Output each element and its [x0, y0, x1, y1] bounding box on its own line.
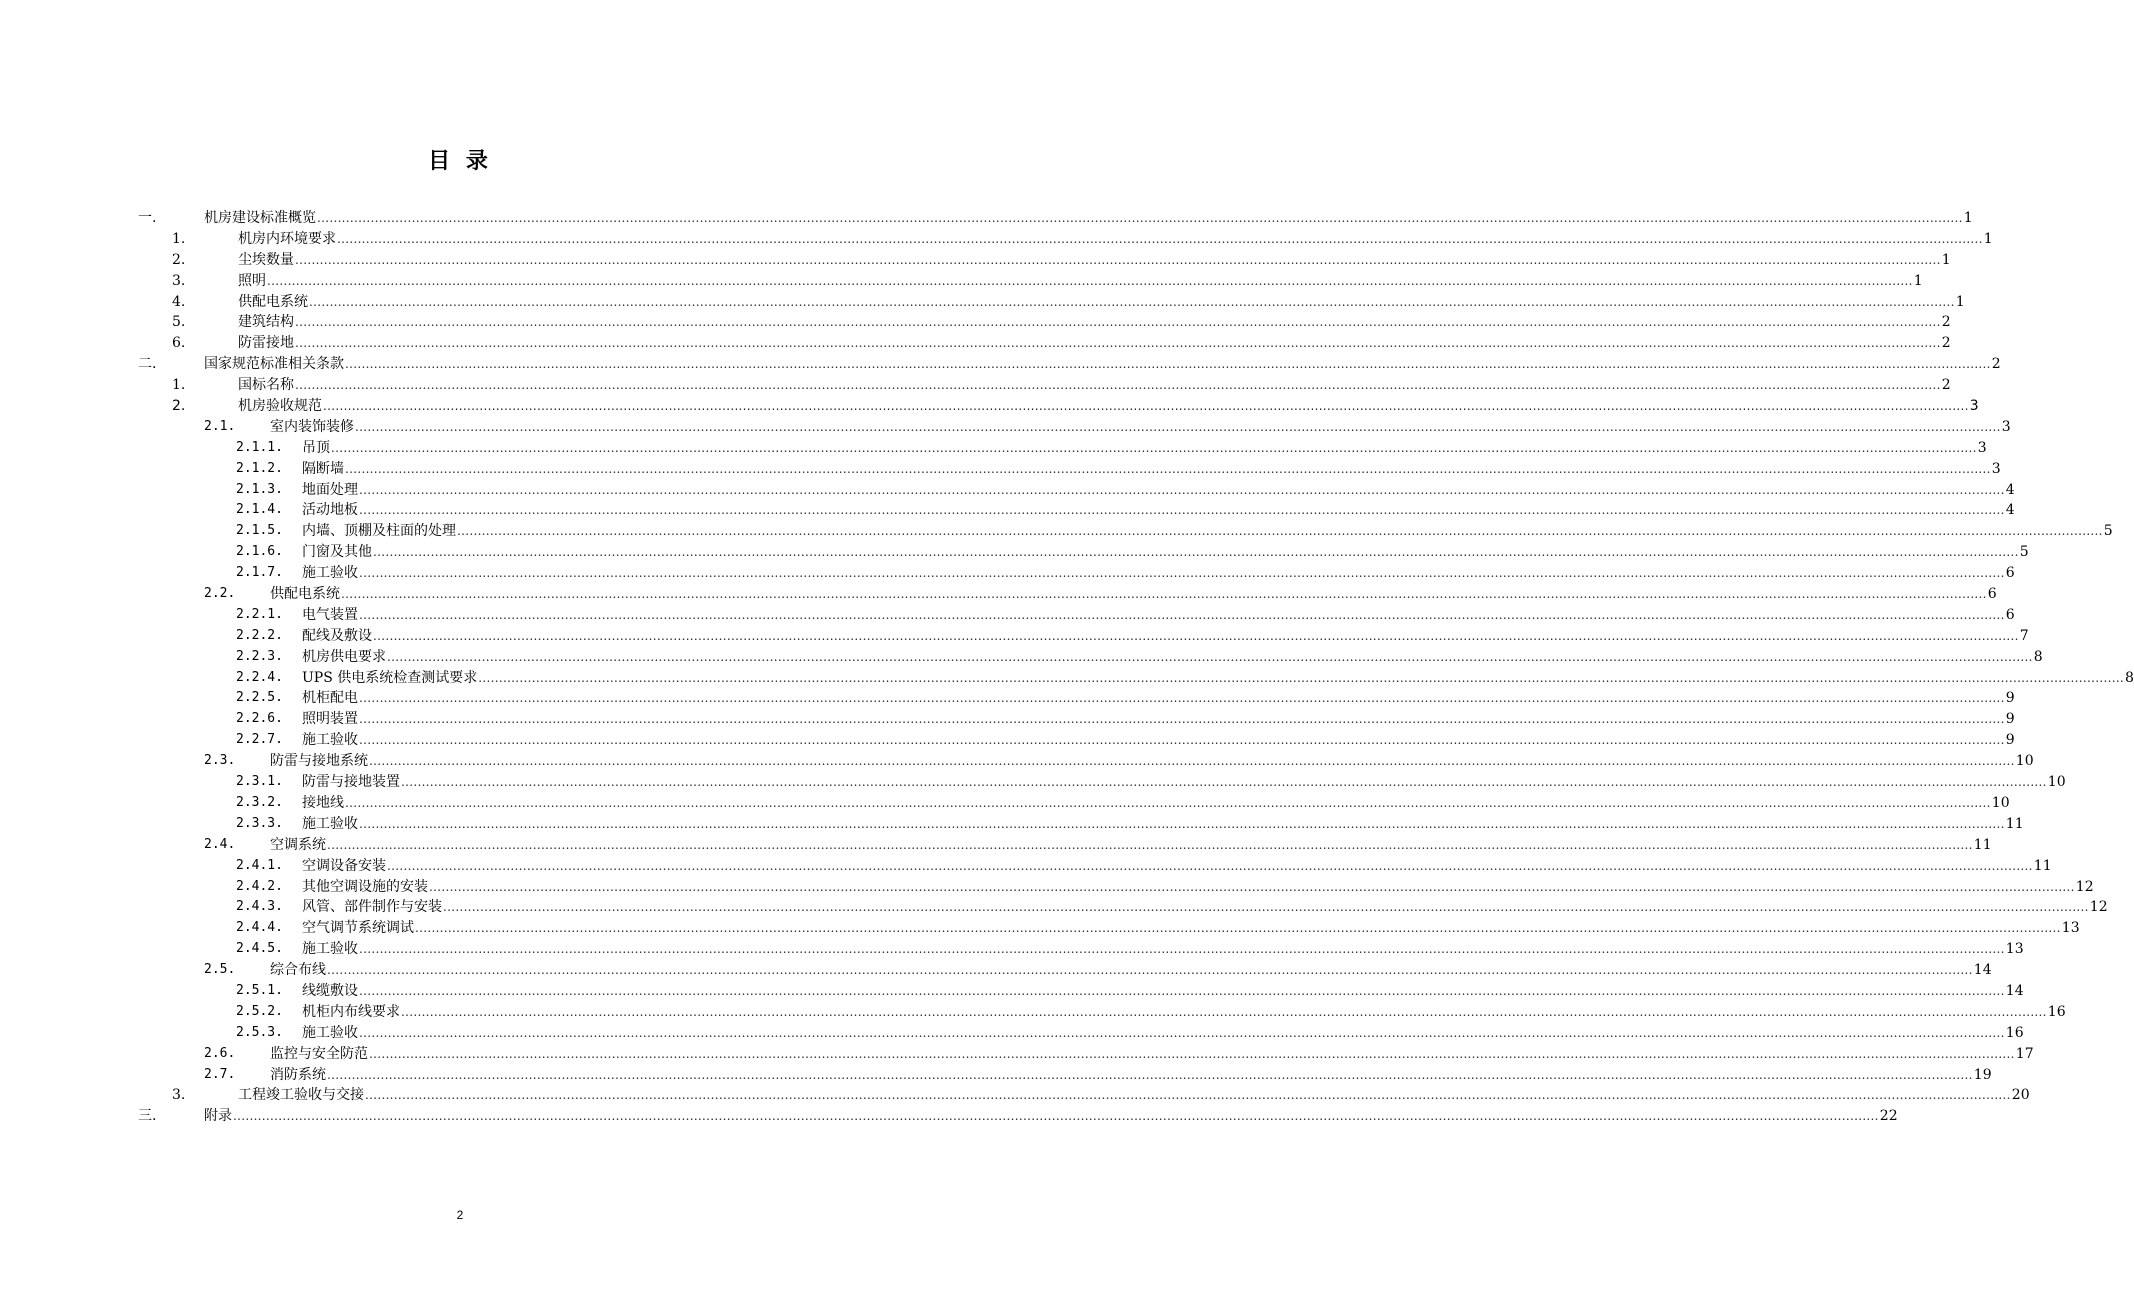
- toc-entry[interactable]: [138, 438, 1987, 459]
- toc-leader-dots: ................................................................................................................................................................................................................................................................................................................................................................................................................: [317, 211, 1963, 225]
- toc-entry-number: 2.2.1.: [236, 606, 283, 622]
- toc-entry-page: 11: [2033, 857, 2052, 874]
- toc-leader-dots: ................................................................................................................................................................................................................................................................................................................................................................................................................: [309, 294, 1955, 309]
- toc-entry[interactable]: [138, 1085, 2030, 1106]
- toc-entry[interactable]: [138, 939, 2024, 960]
- toc-leader-dots: ................................................................................................................................................................................................................................................................................................................................................................................................................: [295, 336, 1941, 351]
- toc-entry-number: 6.: [172, 335, 186, 352]
- toc-leader-dots: ................................................................................................................................................................................................................................................................................................................................................................................................................: [359, 1025, 2005, 1040]
- toc-entry-title: 防雷与接地装置: [302, 774, 400, 791]
- toc-entry[interactable]: [138, 709, 2015, 730]
- toc-entry-title: 机房供电要求: [302, 648, 386, 665]
- toc-entry-title: 施工验收: [302, 815, 358, 832]
- toc-entry-title: 空气调节系统调试: [302, 920, 414, 937]
- page-number: 2: [456, 1208, 464, 1222]
- toc-entry-page: 11: [2005, 815, 2024, 832]
- toc-entry[interactable]: [138, 793, 2010, 814]
- toc-entry-number: 3.: [172, 272, 186, 289]
- toc-leader-dots: ................................................................................................................................................................................................................................................................................................................................................................................................................: [478, 670, 2125, 685]
- toc-entry-page: 17: [2015, 1045, 2034, 1062]
- toc-entry-page: 7: [2019, 627, 2029, 644]
- toc-entry-number: 2.1.5.: [236, 523, 283, 539]
- toc-entry-page: 8: [2125, 669, 2134, 686]
- toc-entry-page: 14: [2005, 982, 2024, 999]
- toc-entry-number: 2.1.: [204, 418, 236, 434]
- toc-entry-number: 2.3.2.: [236, 794, 283, 810]
- table-of-contents: [138, 208, 2134, 1127]
- toc-entry-number: 2.4.2.: [236, 878, 283, 894]
- toc-entry-number: 1.: [172, 230, 186, 247]
- toc-entry-page: 1: [1941, 251, 1951, 268]
- toc-entry-title: 机房验收规范: [238, 398, 322, 415]
- toc-entry-page: 11: [1973, 836, 1992, 853]
- toc-entry-page: 10: [2015, 753, 2034, 770]
- toc-entry-number: 2.2.4.: [236, 669, 283, 685]
- toc-entry[interactable]: [138, 772, 2066, 793]
- toc-leader-dots: ................................................................................................................................................................................................................................................................................................................................................................................................................: [323, 399, 1969, 414]
- toc-leader-dots: ................................................................................................................................................................................................................................................................................................................................................................................................................: [457, 524, 2103, 539]
- toc-leader-dots: ................................................................................................................................................................................................................................................................................................................................................................................................................: [443, 900, 2089, 915]
- toc-entry-title: 监控与安全防范: [270, 1045, 368, 1062]
- toc-entry-number: 2.: [172, 251, 186, 268]
- toc-entry-page: 2: [1941, 335, 1951, 352]
- toc-entry[interactable]: [138, 835, 1992, 856]
- toc-leader-dots: ................................................................................................................................................................................................................................................................................................................................................................................................................: [401, 1004, 2047, 1019]
- toc-entry[interactable]: [138, 229, 1993, 250]
- toc-entry-page: 6: [2005, 606, 2015, 623]
- toc-entry[interactable]: [138, 1106, 1898, 1127]
- toc-entry-number: 2.1.4.: [236, 502, 283, 518]
- toc-leader-dots: ................................................................................................................................................................................................................................................................................................................................................................................................................: [295, 378, 1941, 393]
- toc-leader-dots: ................................................................................................................................................................................................................................................................................................................................................................................................................: [359, 733, 2005, 748]
- toc-leader-dots: ................................................................................................................................................................................................................................................................................................................................................................................................................: [295, 252, 1941, 267]
- toc-entry-title: 附录: [204, 1108, 232, 1125]
- toc-entry-number: 2.4.4.: [236, 920, 283, 936]
- toc-entry-title: 机房内环境要求: [238, 230, 336, 247]
- toc-entry-title: 施工验收: [302, 732, 358, 749]
- toc-entry-title: 供配电系统: [238, 293, 308, 310]
- toc-entry-title: 电气装置: [302, 606, 358, 623]
- toc-entry-number: 2.4.5.: [236, 941, 283, 957]
- toc-entry-title: 施工验收: [302, 565, 358, 582]
- toc-entry-page: 1: [1963, 210, 1973, 226]
- toc-entry-page: 3: [2001, 418, 2011, 435]
- toc-entry-title: 工程竣工验收与交接: [238, 1087, 364, 1104]
- toc-entry-number: 5.: [172, 314, 186, 331]
- toc-entry-number: 2.2.3.: [236, 648, 283, 664]
- toc-entry[interactable]: [138, 480, 2015, 501]
- toc-entry-page: 8: [2033, 648, 2043, 665]
- toc-entry-title: 机房建设标准概览: [204, 210, 316, 226]
- toc-entry-title: 国家规范标准相关条款: [204, 356, 344, 373]
- toc-entry-page: 2: [1941, 377, 1951, 394]
- toc-entry-title: 隔断墙: [302, 460, 344, 477]
- toc-entry[interactable]: [138, 605, 2015, 626]
- toc-entry[interactable]: [138, 396, 1979, 417]
- toc-leader-dots: ................................................................................................................................................................................................................................................................................................................................................................................................................: [415, 921, 2061, 936]
- toc-leader-dots: ................................................................................................................................................................................................................................................................................................................................................................................................................: [365, 1088, 2011, 1103]
- toc-leader-dots: ................................................................................................................................................................................................................................................................................................................................................................................................................: [345, 357, 1991, 372]
- toc-entry-number: 一.: [138, 210, 157, 226]
- toc-entry[interactable]: [138, 500, 2015, 521]
- toc-entry-number: 2.2.6.: [236, 711, 283, 727]
- toc-entry[interactable]: [138, 856, 2052, 877]
- toc-entry[interactable]: [138, 897, 2108, 918]
- toc-entry-title: 机柜配电: [302, 690, 358, 707]
- toc-entry-page: 10: [2047, 774, 2066, 791]
- toc-entry-number: 2.: [172, 398, 186, 415]
- toc-entry-title: 照明装置: [302, 711, 358, 728]
- toc-entry-number: 2.2.5.: [236, 690, 283, 706]
- toc-entry-title: 门窗及其他: [302, 544, 372, 561]
- toc-entry[interactable]: [138, 1044, 2034, 1065]
- toc-entry-page: 6: [2005, 565, 2015, 582]
- toc-leader-dots: ................................................................................................................................................................................................................................................................................................................................................................................................................: [327, 1067, 1973, 1082]
- toc-entry-title: 地面处理: [302, 481, 358, 498]
- toc-entry-page: 6: [1987, 586, 1997, 603]
- toc-entry[interactable]: [138, 647, 2043, 668]
- toc-entry-page: 5: [2019, 544, 2029, 561]
- toc-entry[interactable]: [138, 877, 2094, 898]
- toc-entry-number: 三.: [138, 1108, 157, 1125]
- toc-entry-title: 吊顶: [302, 439, 330, 456]
- toc-entry-page: 5: [2103, 523, 2113, 540]
- toc-leader-dots: ................................................................................................................................................................................................................................................................................................................................................................................................................: [359, 942, 2005, 957]
- toc-entry-page: 12: [2089, 899, 2108, 916]
- toc-entry[interactable]: [138, 459, 2001, 480]
- toc-entry[interactable]: [138, 542, 2029, 563]
- toc-entry[interactable]: [138, 1002, 2066, 1023]
- toc-entry-number: 二.: [138, 356, 157, 373]
- toc-leader-dots: ................................................................................................................................................................................................................................................................................................................................................................................................................: [337, 231, 1983, 246]
- toc-entry-title: 空调设备安装: [302, 857, 386, 874]
- toc-entry[interactable]: [138, 292, 1965, 313]
- toc-entry-number: 2.4.3.: [236, 899, 283, 915]
- toc-entry-page: 16: [2005, 1024, 2024, 1041]
- toc-entry-number: 2.5.: [204, 962, 236, 978]
- toc-entry[interactable]: [138, 1023, 2024, 1044]
- toc-entry[interactable]: [138, 751, 2034, 772]
- toc-leader-dots: ................................................................................................................................................................................................................................................................................................................................................................................................................: [369, 1046, 2015, 1061]
- toc-leader-dots: ................................................................................................................................................................................................................................................................................................................................................................................................................: [359, 691, 2005, 706]
- toc-entry-page: 4: [2005, 502, 2015, 519]
- toc-entry-page: 3: [1969, 398, 1979, 415]
- toc-entry[interactable]: [138, 668, 2134, 689]
- toc-leader-dots: ................................................................................................................................................................................................................................................................................................................................................................................................................: [295, 315, 1941, 330]
- toc-leader-dots: ................................................................................................................................................................................................................................................................................................................................................................................................................: [359, 816, 2005, 831]
- toc-leader-dots: ................................................................................................................................................................................................................................................................................................................................................................................................................: [373, 545, 2019, 560]
- toc-entry[interactable]: [138, 626, 2029, 647]
- toc-entry-number: 2.4.1.: [236, 857, 283, 873]
- toc-entry[interactable]: [138, 730, 2015, 751]
- toc-entry-number: 3.: [172, 1087, 186, 1104]
- toc-leader-dots: ................................................................................................................................................................................................................................................................................................................................................................................................................: [359, 983, 2005, 998]
- toc-leader-dots: ................................................................................................................................................................................................................................................................................................................................................................................................................: [387, 858, 2033, 873]
- toc-entry-number: 2.4.: [204, 836, 236, 852]
- toc-entry-page: 1: [1913, 272, 1923, 289]
- toc-leader-dots: ................................................................................................................................................................................................................................................................................................................................................................................................................: [233, 1109, 1879, 1124]
- toc-leader-dots: ................................................................................................................................................................................................................................................................................................................................................................................................................: [327, 837, 1973, 852]
- toc-entry-page: 13: [2005, 941, 2024, 958]
- toc-leader-dots: ................................................................................................................................................................................................................................................................................................................................................................................................................: [369, 754, 2015, 769]
- toc-entry-page: 16: [2047, 1003, 2066, 1020]
- toc-entry-page: 12: [2075, 878, 2094, 895]
- toc-entry-number: 2.3.3.: [236, 815, 283, 831]
- toc-entry-page: 9: [2005, 690, 2015, 707]
- toc-entry-number: 2.5.1.: [236, 982, 283, 998]
- toc-entry[interactable]: [138, 960, 1992, 981]
- toc-leader-dots: ................................................................................................................................................................................................................................................................................................................................................................................................................: [327, 963, 1973, 978]
- toc-leader-dots: ................................................................................................................................................................................................................................................................................................................................................................................................................: [267, 273, 1913, 288]
- toc-leader-dots: ................................................................................................................................................................................................................................................................................................................................................................................................................: [387, 649, 2033, 664]
- toc-entry-number: 2.1.2.: [236, 460, 283, 476]
- toc-entry-title: 供配电系统: [270, 586, 340, 603]
- toc-entry-number: 2.2.2.: [236, 627, 283, 643]
- toc-entry-page: 3: [1991, 460, 2001, 477]
- toc-entry-number: 2.6.: [204, 1045, 236, 1061]
- toc-entry[interactable]: [138, 312, 1951, 333]
- toc-entry-page: 3: [1977, 439, 1987, 456]
- toc-entry-title: 施工验收: [302, 1024, 358, 1041]
- toc-entry-page: 2: [1941, 314, 1951, 331]
- toc-entry-number: 2.3.1.: [236, 774, 283, 790]
- toc-entry-number: 2.1.3.: [236, 481, 283, 497]
- toc-leader-dots: ................................................................................................................................................................................................................................................................................................................................................................................................................: [355, 419, 2001, 434]
- toc-leader-dots: ................................................................................................................................................................................................................................................................................................................................................................................................................: [359, 482, 2005, 497]
- toc-entry[interactable]: [138, 208, 1973, 229]
- toc-leader-dots: ................................................................................................................................................................................................................................................................................................................................................................................................................: [429, 879, 2075, 894]
- toc-entry-page: 14: [1973, 962, 1992, 979]
- toc-entry[interactable]: [138, 688, 2015, 709]
- toc-leader-dots: ................................................................................................................................................................................................................................................................................................................................................................................................................: [331, 440, 1977, 455]
- toc-entry-number: 2.1.7.: [236, 565, 283, 581]
- toc-entry-title: 消防系统: [270, 1066, 326, 1083]
- toc-entry-number: 2.2.: [204, 586, 236, 602]
- toc-entry-title: 内墙、顶棚及柱面的处理: [302, 523, 456, 540]
- toc-entry-title: 尘埃数量: [238, 251, 294, 268]
- toc-entry-title: 机柜内布线要求: [302, 1003, 400, 1020]
- toc-entry-number: 2.1.6.: [236, 544, 283, 560]
- toc-entry-number: 1.: [172, 377, 186, 394]
- toc-entry-title: UPS 供电系统检查测试要求: [302, 669, 478, 686]
- toc-entry[interactable]: [138, 250, 1951, 271]
- toc-entry-page: 13: [2061, 920, 2080, 937]
- toc-leader-dots: ................................................................................................................................................................................................................................................................................................................................................................................................................: [359, 503, 2005, 518]
- toc-entry-number: 2.2.7.: [236, 732, 283, 748]
- toc-entry[interactable]: [138, 354, 2001, 375]
- toc-entry[interactable]: [138, 417, 2011, 438]
- toc-entry-page: 4: [2005, 481, 2015, 498]
- toc-entry[interactable]: [138, 563, 2015, 584]
- toc-leader-dots: ................................................................................................................................................................................................................................................................................................................................................................................................................: [345, 795, 1991, 810]
- toc-leader-dots: ................................................................................................................................................................................................................................................................................................................................................................................................................: [359, 712, 2005, 727]
- toc-entry-title: 风管、部件制作与安装: [302, 899, 442, 916]
- toc-entry-title: 施工验收: [302, 941, 358, 958]
- toc-entry-page: 10: [1991, 794, 2010, 811]
- toc-entry-title: 防雷接地: [238, 335, 294, 352]
- toc-entry-page: 19: [1973, 1066, 1992, 1083]
- toc-leader-dots: ................................................................................................................................................................................................................................................................................................................................................................................................................: [359, 566, 2005, 581]
- toc-entry-title: 国标名称: [238, 377, 294, 394]
- toc-entry-title: 线缆敷设: [302, 982, 358, 999]
- toc-entry-title: 照明: [238, 272, 266, 289]
- toc-entry[interactable]: [138, 333, 1951, 354]
- toc-entry[interactable]: [138, 918, 2080, 939]
- toc-entry-page: 1: [1983, 230, 1993, 247]
- toc-entry-title: 活动地板: [302, 502, 358, 519]
- toc-entry-title: 配线及敷设: [302, 627, 372, 644]
- toc-entry-title: 空调系统: [270, 836, 326, 853]
- toc-leader-dots: ................................................................................................................................................................................................................................................................................................................................................................................................................: [401, 775, 2047, 790]
- toc-leader-dots: ................................................................................................................................................................................................................................................................................................................................................................................................................: [359, 607, 2005, 622]
- toc-entry-title: 室内装饰装修: [270, 418, 354, 435]
- toc-entry-number: 2.1.1.: [236, 439, 283, 455]
- toc-entry-number: 2.7.: [204, 1066, 236, 1082]
- toc-entry-title: 接地线: [302, 794, 344, 811]
- toc-entry-page: 22: [1879, 1108, 1898, 1125]
- toc-entry-page: 20: [2011, 1087, 2030, 1104]
- toc-entry[interactable]: [138, 981, 2024, 1002]
- toc-title: 目 录: [428, 149, 492, 174]
- toc-entry-number: 2.3.: [204, 753, 236, 769]
- toc-entry[interactable]: [138, 584, 1997, 605]
- toc-entry-number: 4.: [172, 293, 186, 310]
- toc-entry-title: 综合布线: [270, 962, 326, 979]
- toc-leader-dots: ................................................................................................................................................................................................................................................................................................................................................................................................................: [373, 628, 2019, 643]
- toc-entry-title: 建筑结构: [238, 314, 294, 331]
- toc-entry-title: 其他空调设施的安装: [302, 878, 428, 895]
- toc-entry-page: 2: [1991, 356, 2001, 373]
- toc-entry[interactable]: [138, 375, 1951, 396]
- toc-leader-dots: ................................................................................................................................................................................................................................................................................................................................................................................................................: [345, 461, 1991, 476]
- toc-entry[interactable]: [138, 521, 2113, 542]
- toc-entry-title: 防雷与接地系统: [270, 753, 368, 770]
- toc-entry[interactable]: [138, 1065, 1992, 1086]
- toc-entry[interactable]: [138, 814, 2024, 835]
- toc-leader-dots: ................................................................................................................................................................................................................................................................................................................................................................................................................: [341, 587, 1987, 602]
- toc-entry-page: 9: [2005, 711, 2015, 728]
- toc-entry-number: 2.5.3.: [236, 1024, 283, 1040]
- toc-entry-page: 1: [1955, 293, 1965, 310]
- toc-entry-number: 2.5.2.: [236, 1003, 283, 1019]
- toc-entry[interactable]: [138, 271, 1923, 292]
- toc-entry-page: 9: [2005, 732, 2015, 749]
